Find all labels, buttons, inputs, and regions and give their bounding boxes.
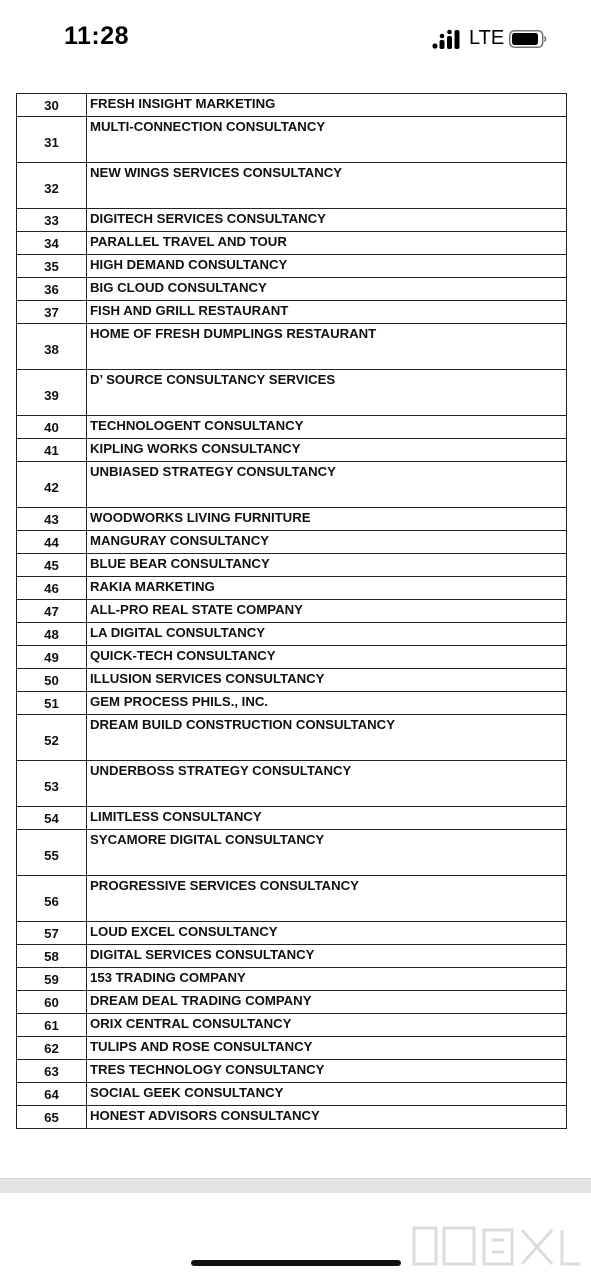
row-number: 40 [17,416,87,439]
table-row [17,646,567,669]
company-name: LIMITLESS CONSULTANCY [87,807,567,830]
row-number: 59 [17,968,87,991]
table-row [17,692,567,715]
row-number: 60 [17,991,87,1014]
row-number: 45 [17,554,87,577]
row-number: 63 [17,1060,87,1083]
table-row [17,1037,567,1060]
row-number: 52 [17,715,87,761]
row-number: 37 [17,301,87,324]
row-number: 33 [17,209,87,232]
table-row [17,416,567,439]
company-name: WOODWORKS LIVING FURNITURE [87,508,567,531]
row-number: 36 [17,278,87,301]
company-name: UNDERBOSS STRATEGY CONSULTANCY [87,761,567,807]
company-name: TECHNOLOGENT CONSULTANCY [87,416,567,439]
company-name: MULTI-CONNECTION CONSULTANCY [87,117,567,163]
table-row [17,715,567,761]
row-number: 42 [17,462,87,508]
cellular-signal-icon [432,28,464,50]
company-name: FRESH INSIGHT MARKETING [87,94,567,117]
bottom-divider [0,1178,591,1193]
company-name: BIG CLOUD CONSULTANCY [87,278,567,301]
row-number: 53 [17,761,87,807]
company-name: PARALLEL TRAVEL AND TOUR [87,232,567,255]
table-row [17,669,567,692]
company-name: DIGITECH SERVICES CONSULTANCY [87,209,567,232]
table-row [17,577,567,600]
company-name: HOME OF FRESH DUMPLINGS RESTAURANT [87,324,567,370]
company-name: ILLUSION SERVICES CONSULTANCY [87,669,567,692]
company-name: FISH AND GRILL RESTAURANT [87,301,567,324]
company-name: MANGURAY CONSULTANCY [87,531,567,554]
table-row [17,1014,567,1037]
table-row [17,830,567,876]
table-row [17,324,567,370]
home-indicator[interactable] [191,1260,401,1266]
table-row [17,301,567,324]
table-row [17,554,567,577]
company-name: NEW WINGS SERVICES CONSULTANCY [87,163,567,209]
table-row [17,531,567,554]
row-number: 41 [17,439,87,462]
table-row [17,1083,567,1106]
row-number: 32 [17,163,87,209]
row-number: 55 [17,830,87,876]
company-name: ORIX CENTRAL CONSULTANCY [87,1014,567,1037]
row-number: 44 [17,531,87,554]
company-name: RAKIA MARKETING [87,577,567,600]
table-row [17,232,567,255]
company-name: ALL-PRO REAL STATE COMPANY [87,600,567,623]
row-number: 49 [17,646,87,669]
table-row [17,278,567,301]
battery-icon [509,30,547,48]
table-row [17,163,567,209]
row-number: 50 [17,669,87,692]
table-row [17,94,567,117]
network-type-label: LTE [469,27,505,49]
row-number: 56 [17,876,87,922]
watermark-logo [412,1222,584,1272]
company-name: GEM PROCESS PHILS., INC. [87,692,567,715]
company-name: LA DIGITAL CONSULTANCY [87,623,567,646]
table-row [17,1106,567,1129]
table-row [17,117,567,163]
table-row [17,439,567,462]
row-number: 30 [17,94,87,117]
table-row [17,255,567,278]
row-number: 58 [17,945,87,968]
table-row [17,922,567,945]
row-number: 34 [17,232,87,255]
row-number: 43 [17,508,87,531]
row-number: 54 [17,807,87,830]
table-row [17,807,567,830]
company-list-table [16,93,567,1129]
company-name: SOCIAL GEEK CONSULTANCY [87,1083,567,1106]
company-name: DREAM DEAL TRADING COMPANY [87,991,567,1014]
company-name: LOUD EXCEL CONSULTANCY [87,922,567,945]
table-row [17,991,567,1014]
company-name: PROGRESSIVE SERVICES CONSULTANCY [87,876,567,922]
company-name: DIGITAL SERVICES CONSULTANCY [87,945,567,968]
table-row [17,370,567,416]
table-row [17,209,567,232]
company-name: UNBIASED STRATEGY CONSULTANCY [87,462,567,508]
company-name: 153 TRADING COMPANY [87,968,567,991]
table-row [17,1060,567,1083]
row-number: 47 [17,600,87,623]
row-number: 48 [17,623,87,646]
clock: 11:28 [64,22,130,50]
company-name: SYCAMORE DIGITAL CONSULTANCY [87,830,567,876]
table-row [17,462,567,508]
table-row [17,600,567,623]
company-name: HIGH DEMAND CONSULTANCY [87,255,567,278]
table-row [17,876,567,922]
company-name: DREAM BUILD CONSTRUCTION CONSULTANCY [87,715,567,761]
row-number: 35 [17,255,87,278]
row-number: 51 [17,692,87,715]
company-name: HONEST ADVISORS CONSULTANCY [87,1106,567,1129]
table-row [17,623,567,646]
company-name: TRES TECHNOLOGY CONSULTANCY [87,1060,567,1083]
company-name: D’ SOURCE CONSULTANCY SERVICES [87,370,567,416]
row-number: 38 [17,324,87,370]
company-name: QUICK-TECH CONSULTANCY [87,646,567,669]
table-row [17,968,567,991]
company-name: TULIPS AND ROSE CONSULTANCY [87,1037,567,1060]
status-bar [0,0,591,80]
row-number: 61 [17,1014,87,1037]
row-number: 62 [17,1037,87,1060]
company-list-body [17,94,567,1129]
company-name: KIPLING WORKS CONSULTANCY [87,439,567,462]
row-number: 65 [17,1106,87,1129]
company-name: BLUE BEAR CONSULTANCY [87,554,567,577]
row-number: 31 [17,117,87,163]
row-number: 57 [17,922,87,945]
table-row [17,508,567,531]
table-row [17,945,567,968]
row-number: 39 [17,370,87,416]
row-number: 64 [17,1083,87,1106]
row-number: 46 [17,577,87,600]
table-row [17,761,567,807]
